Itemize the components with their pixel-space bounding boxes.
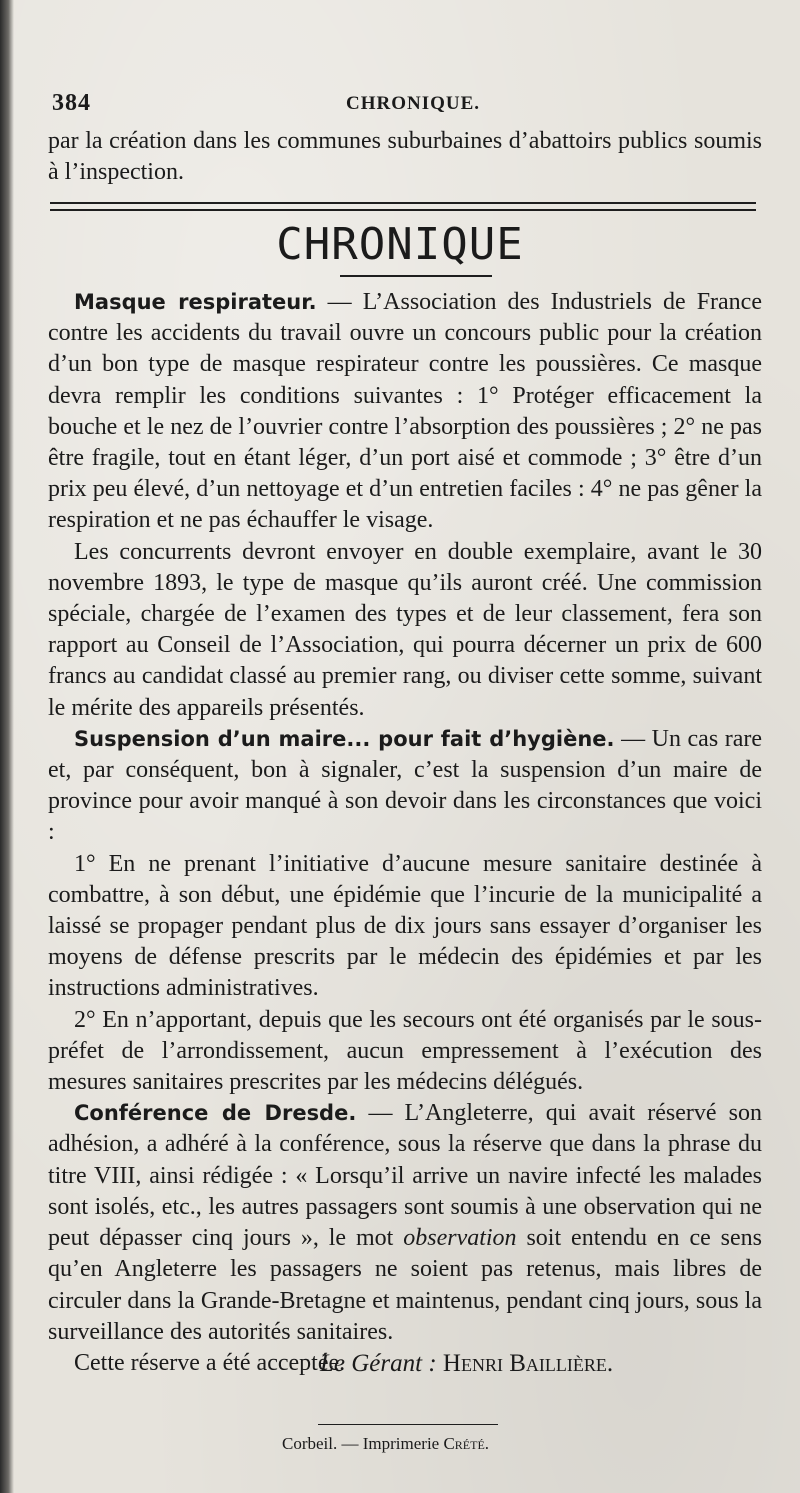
signature (320, 1348, 613, 1380)
title-underline (340, 275, 492, 277)
chronique-body (48, 287, 762, 1379)
paragraph: Cette réserve a été acceptée. (74, 1349, 346, 1376)
paragraph: 1° En ne prenant l’initiative d’aucune mesure sanitaire destinée à combattre, à son début, une épidémie que l’incurie de la municipalité a laissé se propager pendant plus de dix jours sans essayer d’organiser les moyens de défense prescrits par le médecin des épidémies et par les instructions administratives. (48, 850, 762, 1002)
running-header (50, 86, 770, 122)
article-suspension-maire (48, 724, 762, 849)
imprint-rule (318, 1424, 498, 1425)
signature-name: Henri Baillière. (442, 1350, 614, 1377)
article-text: — L’Angleterre, qui avait réservé son adhésion, a adhéré à la conférence, sous la réserve que dans la phrase du titre VIII, ainsi rédigée : « Lorsqu’il arrive un navire infecté les malades sont isolés, etc., les autres passagers sont soumis à une observation qui ne peut dépasser cinq jours », le mot (48, 1100, 762, 1252)
running-title: CHRONIQUE. (346, 93, 481, 114)
imprint-text: Corbeil. — Imprimerie (282, 1434, 444, 1453)
previous-paragraph-end (48, 126, 762, 188)
section-double-rule-top (50, 202, 756, 204)
section-double-rule-bottom (50, 209, 756, 211)
article-lead: Conférence de Dresde. (74, 1101, 357, 1126)
article-conference-dresde (48, 1098, 762, 1348)
article-text: — Un cas rare et, par conséquent, bon à signaler, c’est la suspension d’un maire de province pour avoir manqué à son devoir dans les circonstances que voici : (48, 725, 763, 846)
imprint-printer: Crété. (443, 1434, 490, 1453)
signature-label: Le Gérant : (320, 1350, 437, 1377)
paragraph: 2° En n’apportant, depuis que les secours ont été organisés par le sous-préfet de l’arrondissement, aucun empressement à l’exécution des mesures sanitaires prescrites par les médecins délégués. (48, 1006, 762, 1096)
page-number: 384 (52, 90, 91, 116)
paragraph: Les concurrents devront envoyer en double exemplaire, avant le 30 novembre 1893, le type de masque qu’ils auront créé. Une commission spéciale, chargée de l’examen des types et de leur classement, fera son rapport au Conseil de l’Association, qui pourra décerner un prix de 600 francs au candidat classé au premier rang, ou diviser cette somme, suivant le mérite des appareils présentés. (48, 538, 762, 721)
italic-term: observation (403, 1225, 517, 1252)
imprint (282, 1432, 489, 1456)
article-lead: Masque respirateur. (74, 290, 317, 314)
article-masque-respirateur (48, 287, 762, 537)
section-title: CHRONIQUE (276, 219, 524, 270)
article-lead: Suspension d’un maire... pour fait d’hygiène. (74, 726, 615, 751)
previous-paragraph-text: par la création dans les communes suburbaines d’abattoirs publics soumis à l’inspection. (48, 128, 762, 186)
article-text: — L’Association des Industriels de France contre les accidents du travail ouvre un concours public pour la création d’un bon type de masque respirateur contre les poussières. Ce masque devra remplir les conditions suivantes : 1° Protéger efficacement la bouche et le nez de l’ouvrier contre l’absorption des poussières ; 2° ne pas être fragile, tout en étant léger, d’un port aisé et commode ; 3° être d’un prix peu élevé, d’un nettoyage et d’un entretien faciles : 4° ne pas gêner la respiration et ne pas échauffer le visage. (48, 289, 762, 534)
article-text: soit entendu en ce sens qu’en Angleterre les passagers ne soient pas retenus, mais libres de circuler dans la Grande-Bretagne et maintenus, pendant cinq jours, sous la surveillance des autorités sanitaires. (48, 1225, 762, 1345)
